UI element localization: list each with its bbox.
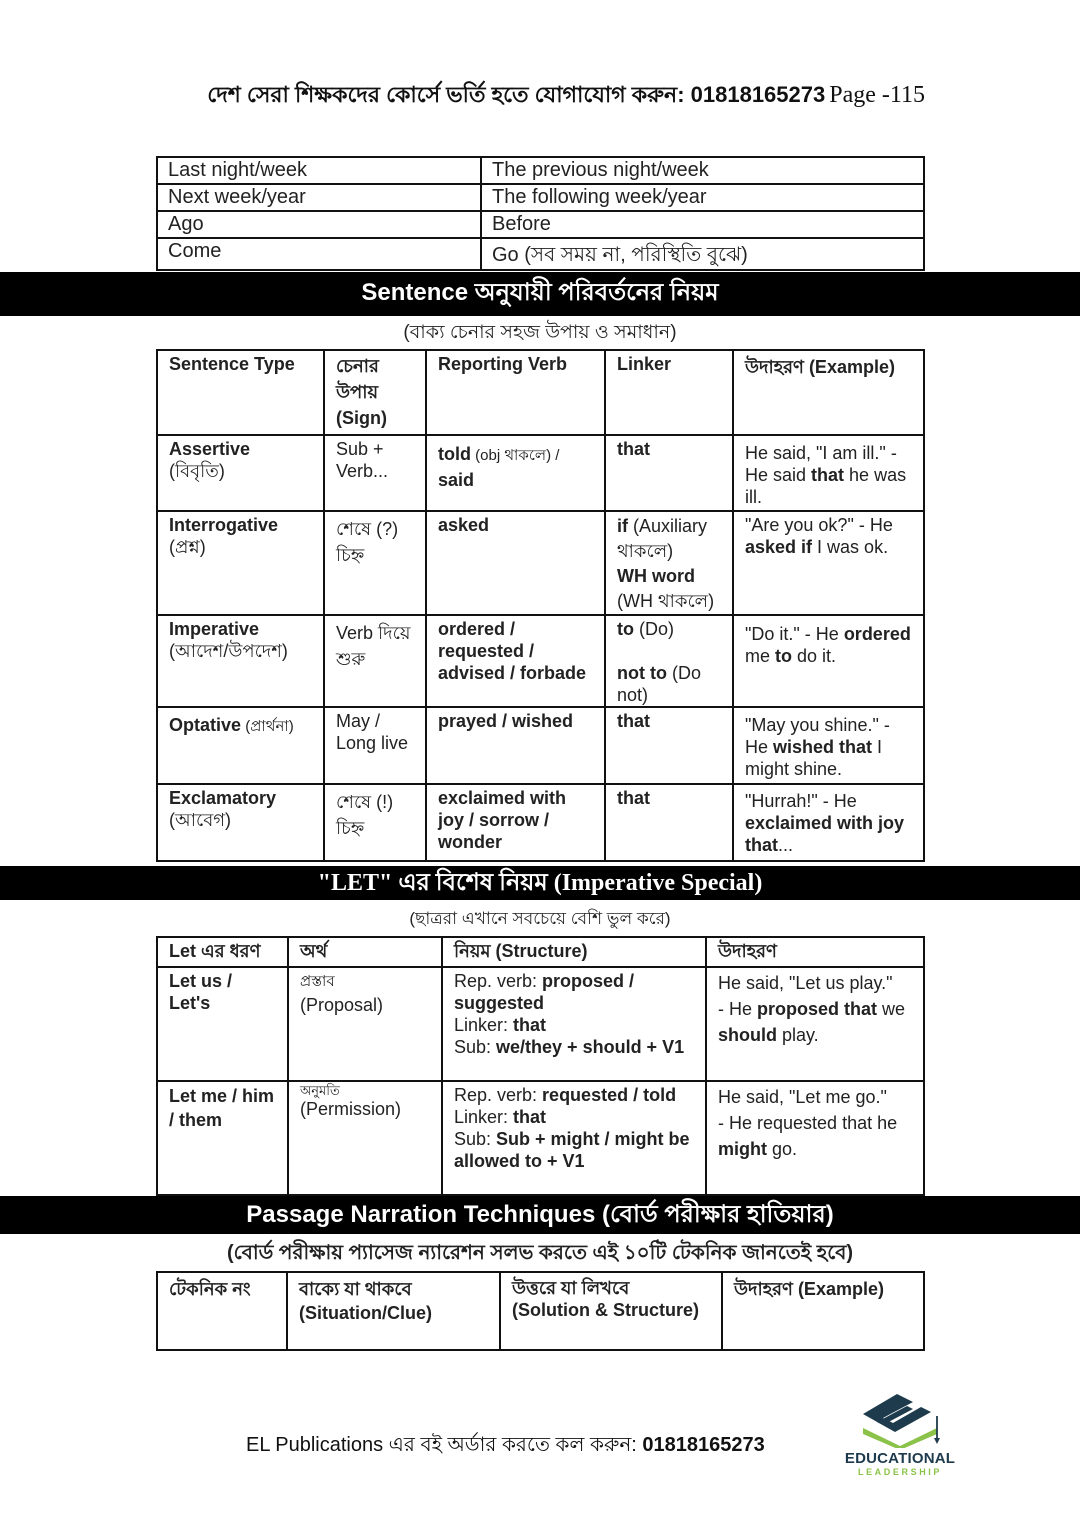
example-bold: wished that — [773, 737, 873, 757]
example-text: - He — [718, 999, 758, 1019]
structure-cell — [442, 967, 706, 1081]
meaning-bn: প্রস্তাব — [300, 973, 335, 990]
example-bold: proposed that — [757, 999, 878, 1019]
header-cell: উত্তরে যা লিখবে (Solution & Structure) — [500, 1272, 722, 1350]
header-text: দেশ সেরা শিক্ষকদের কোর্সে ভর্তি হতে যোগাযোগ করুন: — [207, 82, 691, 107]
example-cell — [733, 511, 924, 615]
rep-verb-line — [454, 1084, 694, 1106]
sign-cell: Sub + Verb... — [324, 435, 426, 511]
sign-cell: শেষে (!) চিহ্ন — [324, 784, 426, 861]
type-cell — [157, 511, 324, 615]
type-bn: (আবেগ) — [169, 810, 232, 830]
table-header-row — [157, 1272, 924, 1350]
table-row — [157, 707, 924, 784]
label: Linker: — [454, 1107, 514, 1127]
value: that — [513, 1107, 547, 1127]
linker-cell: that — [605, 707, 733, 784]
example-text: play. — [777, 1025, 819, 1045]
table-header-row — [157, 937, 924, 967]
example-cell — [733, 435, 924, 511]
type-label: Interrogative — [169, 515, 279, 535]
example-cell — [733, 707, 924, 784]
direct-cell: Come — [157, 238, 481, 270]
example-text: - He requested that he — [718, 1113, 898, 1133]
example-text: we — [877, 999, 906, 1019]
value: requested / told — [542, 1085, 677, 1105]
time-expressions-table — [156, 156, 925, 271]
header-cell: Sentence Type — [157, 350, 324, 435]
let-type-cell: Let me / him / them — [157, 1081, 288, 1195]
linker-line — [454, 1106, 694, 1128]
rep-verb-line — [454, 970, 694, 1014]
table-header-row — [157, 350, 924, 435]
section-subtitle-let: (ছাত্ররা এখানে সবচেয়ে বেশি ভুল করে) — [409, 909, 671, 928]
linker-bold: if — [617, 516, 628, 536]
example-text: "Hurrah!" - He — [745, 791, 857, 811]
example-cell — [706, 967, 924, 1081]
table-row — [157, 184, 924, 211]
meaning-en: (Proposal) — [300, 995, 384, 1015]
type-label: Optative — [169, 715, 242, 735]
verb-cell — [426, 435, 605, 511]
table-row — [157, 435, 924, 511]
sentence-rules-table — [156, 349, 925, 862]
value: we/they + should + V1 — [496, 1037, 685, 1057]
type-label: Assertive — [169, 439, 251, 459]
example-bold: should — [718, 1025, 777, 1045]
footer-phone: 01818165273 — [642, 1434, 765, 1456]
header-cell: উদাহরণ (Example) — [733, 350, 924, 435]
sign-cell: May / Long live — [324, 707, 426, 784]
type-cell — [157, 784, 324, 861]
example-text: I was ok. — [812, 537, 889, 557]
meaning-cell — [288, 967, 442, 1081]
example-text: "Do it." - He — [745, 624, 844, 644]
logo-brand: EDUCATIONAL — [844, 1450, 956, 1467]
table-row — [157, 211, 924, 238]
header-cell: বাক্যে যা থাকবে (Situation/Clue) — [287, 1272, 500, 1350]
footer-text — [246, 1430, 765, 1463]
table-row — [157, 238, 924, 270]
verb-bold: told — [438, 444, 471, 464]
table-row — [157, 784, 924, 861]
example-bold: might — [718, 1139, 767, 1159]
sub-line — [454, 1036, 694, 1058]
example-text: He said, "Let me go." — [718, 1087, 887, 1107]
header-cell: অর্থ — [288, 937, 442, 967]
sub-line — [454, 1128, 694, 1172]
type-bn: (প্রার্থনা) — [241, 718, 294, 735]
header-cell: উদাহরণ (Example) — [722, 1272, 924, 1350]
example-cell — [733, 615, 924, 707]
header-cell: নিয়ম (Structure) — [442, 937, 706, 967]
example-answer — [718, 996, 912, 1048]
linker-cell — [605, 511, 733, 615]
meaning-cell — [288, 1081, 442, 1195]
value: proposed / suggested — [454, 971, 635, 1013]
example-bold: asked if — [745, 537, 813, 557]
linker-line — [454, 1014, 694, 1036]
meaning-bn: অনুমতি — [300, 1083, 340, 1098]
linker-bold: WH word — [617, 566, 695, 586]
verb-cell: exclaimed with joy / sorrow / wonder — [426, 784, 605, 861]
type-cell — [157, 707, 324, 784]
direct-cell: Last night/week — [157, 157, 481, 184]
linker-cell: that — [605, 784, 733, 861]
value: Sub + might / might be allowed to + V1 — [454, 1129, 690, 1171]
example-text: I might shine. — [745, 737, 883, 779]
linker-bold: to — [617, 619, 634, 639]
example-cell — [733, 784, 924, 861]
linker-note: (Do) — [634, 619, 674, 639]
example-text: He said, "I am ill." - He said — [745, 443, 897, 485]
page-number: Page -115 — [829, 82, 925, 108]
type-cell — [157, 615, 324, 707]
header-cell: উদাহরণ — [706, 937, 924, 967]
table-row — [157, 967, 924, 1081]
example-text: me — [745, 646, 776, 666]
label: Linker: — [454, 1015, 514, 1035]
example-bold: exclaimed with joy that — [745, 813, 905, 855]
linker-note: (WH থাকলে) — [617, 591, 715, 611]
label: Sub: — [454, 1037, 497, 1057]
header-cell: Linker — [605, 350, 733, 435]
let-type-cell: Let us / Let's — [157, 967, 288, 1081]
example-text: He said, "Let us play." — [718, 973, 893, 993]
example-answer — [718, 1110, 912, 1162]
page-header — [0, 78, 925, 115]
header-cell: Let এর ধরণ — [157, 937, 288, 967]
graduation-cap-e-icon — [855, 1392, 945, 1448]
type-bn: (আদেশ/উপদেশ) — [169, 641, 288, 661]
label: Sub: — [454, 1129, 497, 1149]
table-row — [157, 615, 924, 707]
example-text: "Are you ok?" - He — [745, 515, 893, 535]
value: that — [513, 1015, 547, 1035]
example-text: "May you shine." - He — [745, 715, 890, 757]
verb-note: (obj থাকলে) / — [471, 447, 560, 464]
example-text: he was ill. — [745, 465, 907, 507]
table-row — [157, 157, 924, 184]
linker-cell — [605, 615, 733, 707]
indirect-cell: Go (সব সময় না, পরিস্থিতি বুঝে) — [481, 238, 924, 270]
verb-bold: said — [438, 470, 475, 490]
indirect-cell: Before — [481, 211, 924, 238]
label: Rep. verb: — [454, 971, 543, 991]
direct-cell: Next week/year — [157, 184, 481, 211]
linker-cell: that — [605, 435, 733, 511]
footer-label: EL Publications এর বই অর্ডার করতে কল করুন: — [246, 1434, 643, 1456]
example-bold: that — [811, 465, 845, 485]
section-banner-let: "LET" এর বিশেষ নিয়ম (Imperative Special) — [0, 866, 1080, 900]
example-bold: to — [775, 646, 793, 666]
passage-techniques-table — [156, 1271, 925, 1351]
logo-tagline: LEADERSHIP — [857, 1467, 942, 1477]
example-cell — [706, 1081, 924, 1195]
type-bn: (প্রশ্ন) — [169, 537, 206, 557]
table-row — [157, 1081, 924, 1195]
indirect-cell: The following week/year — [481, 184, 924, 211]
header-cell: টেকনিক নং — [157, 1272, 287, 1350]
type-label: Exclamatory — [169, 788, 277, 808]
verb-cell: ordered / requested / advised / forbade — [426, 615, 605, 707]
type-bn: (বিবৃতি) — [169, 461, 225, 481]
linker-bold: not to — [617, 663, 667, 683]
header-phone: 01818165273 — [690, 82, 826, 107]
example-text: do it. — [792, 646, 837, 666]
table-row — [157, 511, 924, 615]
section-banner-sentence: Sentence অনুযায়ী পরিবর্তনের নিয়ম — [0, 272, 1080, 316]
example-text: ... — [778, 835, 794, 855]
meaning-en: (Permission) — [300, 1099, 402, 1119]
type-cell — [157, 435, 324, 511]
header-cell: Reporting Verb — [426, 350, 605, 435]
verb-cell: asked — [426, 511, 605, 615]
verb-cell: prayed / wished — [426, 707, 605, 784]
section-banner-passage: Passage Narration Techniques (বোর্ড পরীক্ষার হাতিয়ার) — [0, 1196, 1080, 1234]
educational-leadership-logo — [838, 1392, 962, 1477]
section-subtitle-passage: (বোর্ড পরীক্ষায় প্যাসেজ ন্যারেশন সলভ করতে এই ১০টি টেকনিক জানতেই হবে) — [226, 1242, 854, 1264]
structure-cell — [442, 1081, 706, 1195]
direct-cell: Ago — [157, 211, 481, 238]
label: Rep. verb: — [454, 1085, 543, 1105]
sign-cell: Verb দিয়ে শুরু — [324, 615, 426, 707]
example-text: go. — [767, 1139, 798, 1159]
sign-cell: শেষে (?) চিহ্ন — [324, 511, 426, 615]
linker-note: (Auxiliary থাকলে) — [617, 516, 708, 561]
indirect-cell: The previous night/week — [481, 157, 924, 184]
type-label: Imperative — [169, 619, 260, 639]
let-rules-table — [156, 936, 925, 1196]
section-subtitle-sentence: (বাক্য চেনার সহজ উপায় ও সমাধান) — [403, 322, 677, 343]
example-bold: ordered — [843, 624, 911, 644]
header-cell: চেনার উপায় (Sign) — [324, 350, 426, 435]
linker-note: (Do not) — [617, 663, 701, 705]
